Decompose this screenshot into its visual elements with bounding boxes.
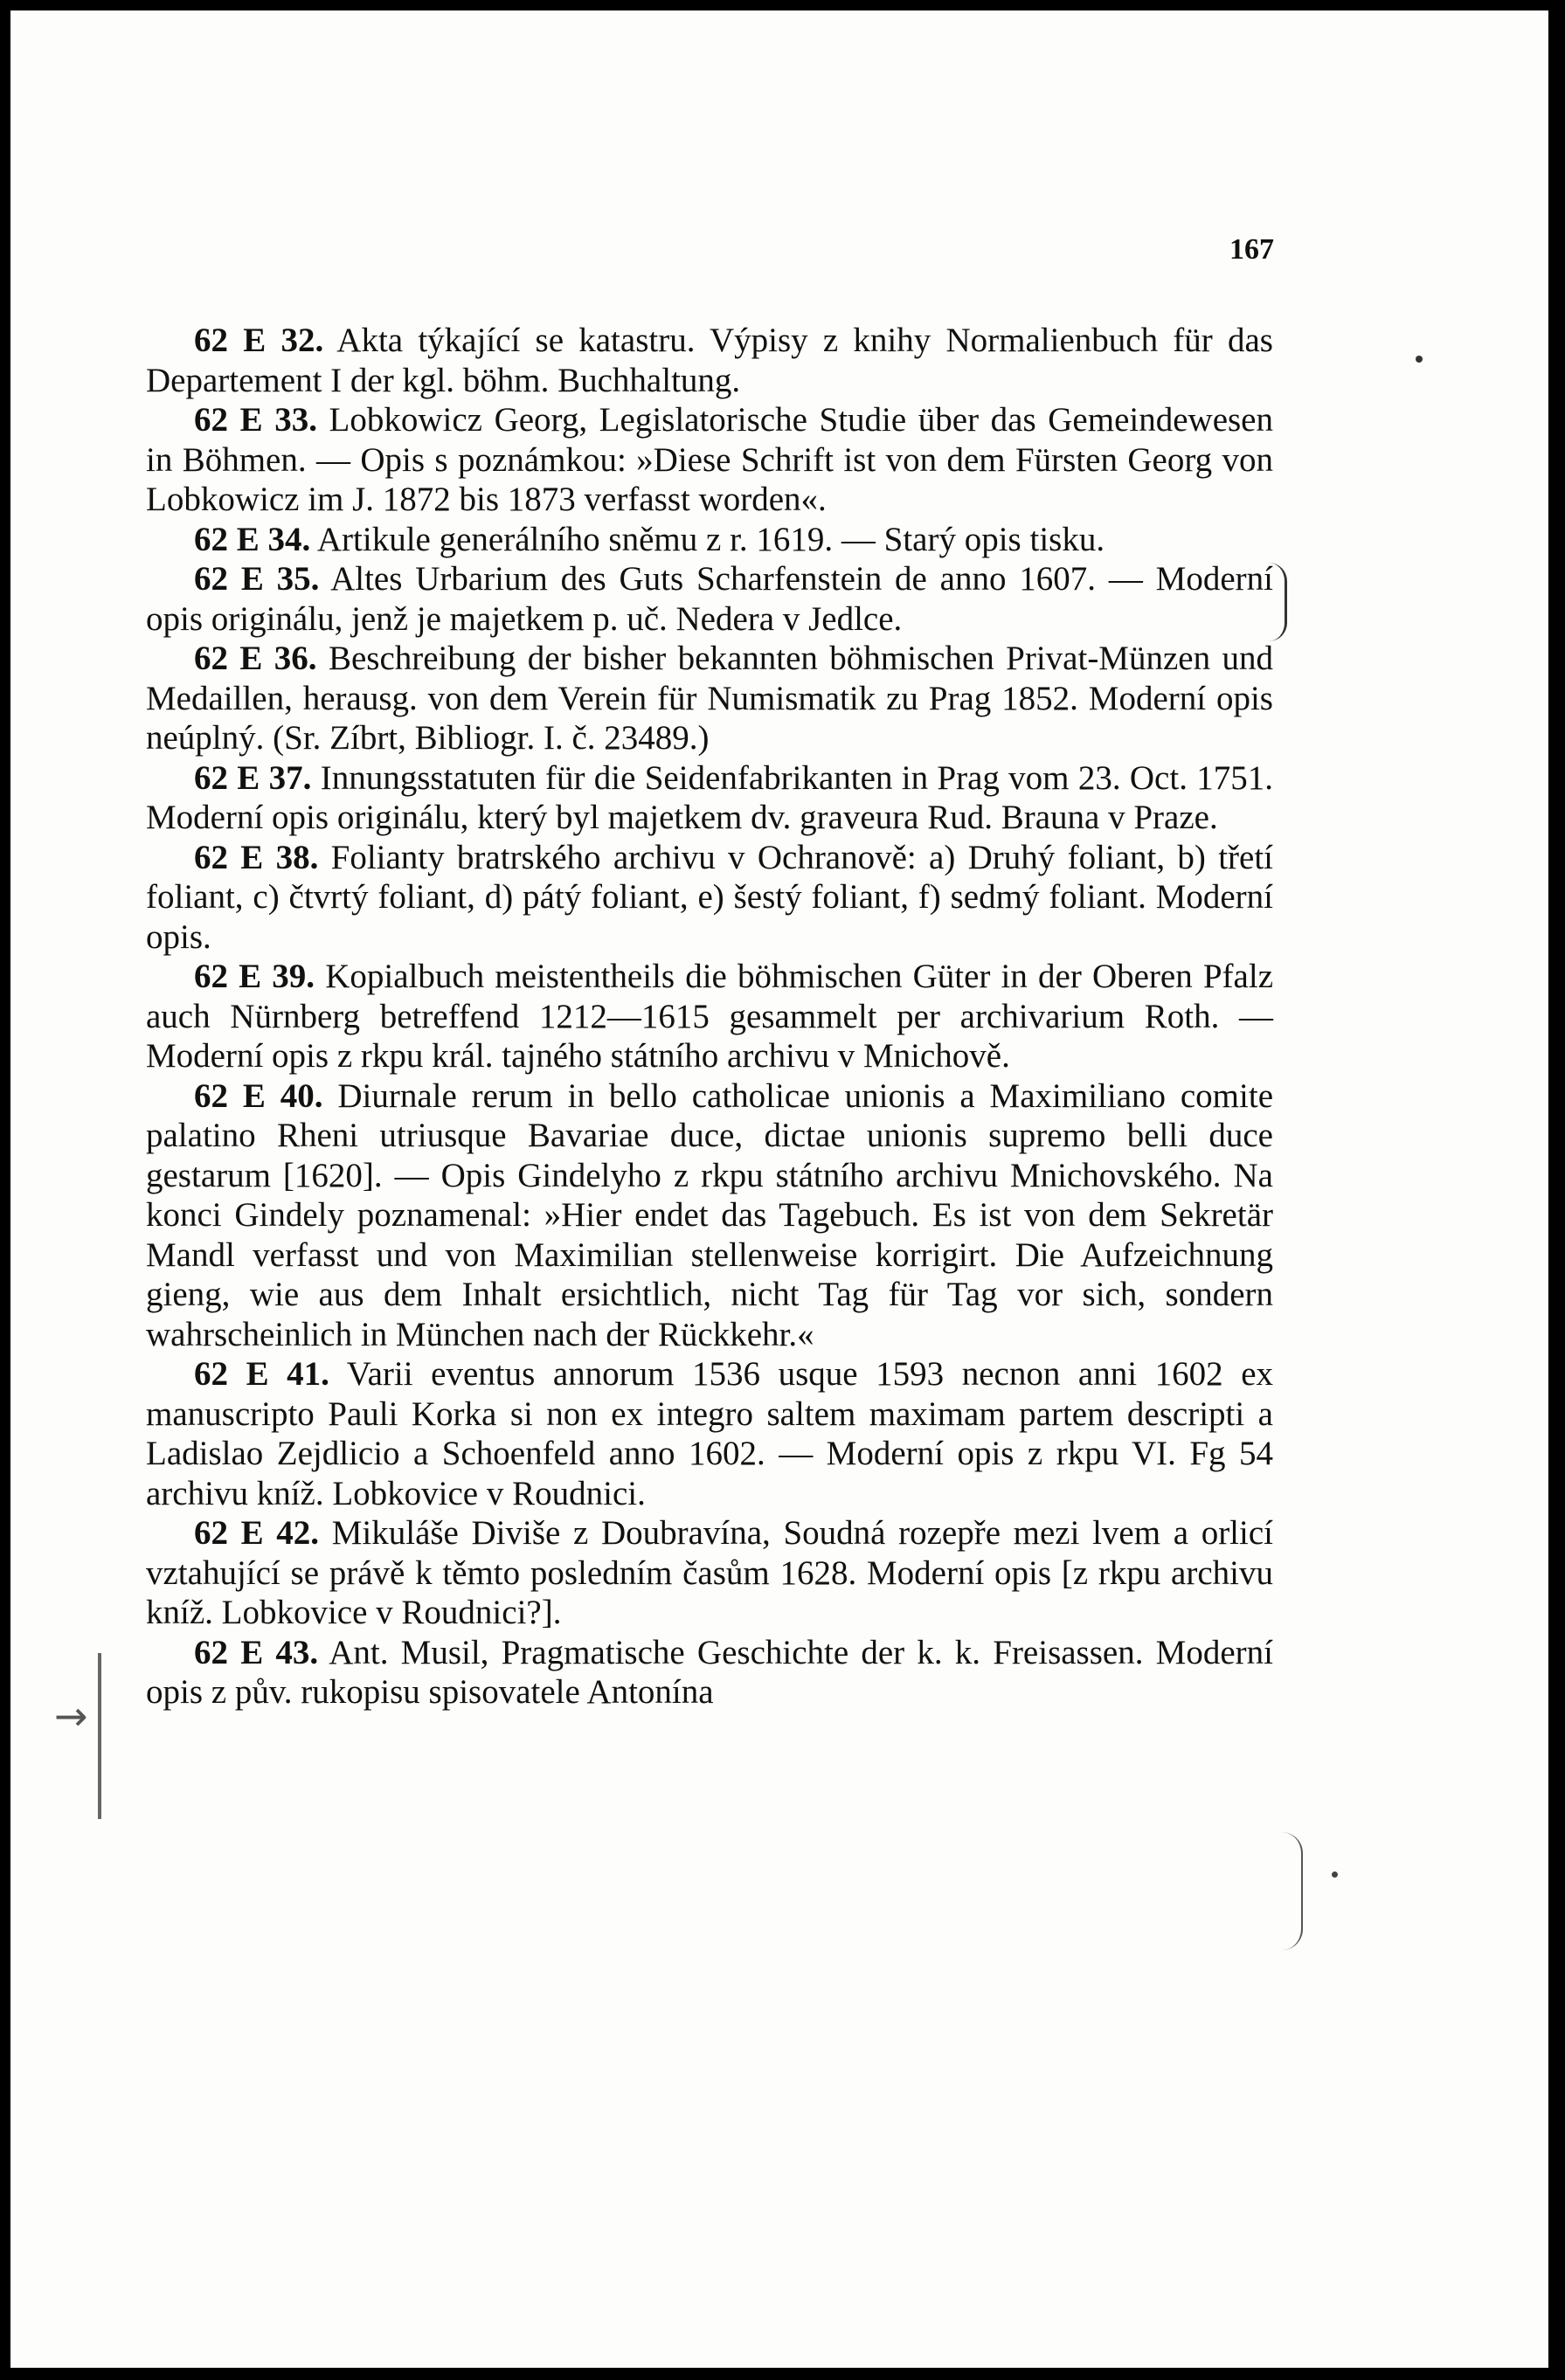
catalog-entry bbox=[146, 838, 1273, 958]
entry-text: Folianty bratrského archivu v Ochranově: a) Druhý foliant, b) třetí foliant, c) čtvrtý foliant, d) pátý foliant, e) šestý foliant, f) sedmý foliant. Moderní opis. bbox=[146, 838, 1273, 956]
entry-id: 62 E 35. bbox=[194, 560, 320, 598]
document-page bbox=[10, 10, 1548, 2368]
entry-text: Lobkowicz Georg, Legislatorische Studie über das Gemeindewesen in Böhmen. — Opis s poznámkou: »Diese Schrift ist von dem Fürsten Georg von Lobkowicz im J. 1872 bis 1873 verfasst worden«. bbox=[146, 401, 1273, 518]
ink-dot bbox=[1332, 1871, 1338, 1878]
catalog-entry bbox=[146, 1354, 1273, 1513]
entry-id: 62 E 41. bbox=[194, 1355, 329, 1393]
entry-id: 62 E 38. bbox=[194, 838, 319, 876]
entry-id: 62 E 37. bbox=[194, 758, 312, 797]
entry-text: Ant. Musil, Pragmatische Geschichte der k. k. Freisassen. Moderní opis z pův. rukopisu spisovatele Antonína bbox=[146, 1633, 1273, 1711]
entry-text: Altes Urbarium des Guts Scharfenstein de anno 1607. — Moderní opis originálu, jenž je majetkem p. uč. Nedera v Jedlce. bbox=[146, 560, 1273, 638]
pencil-margin-line bbox=[98, 1653, 101, 1819]
catalog-entry bbox=[146, 520, 1273, 560]
catalog-entry bbox=[146, 559, 1273, 639]
entry-id: 62 E 36. bbox=[194, 640, 317, 677]
ink-dot bbox=[1416, 356, 1423, 363]
catalog-text bbox=[146, 321, 1273, 1712]
pencil-bracket-mark bbox=[1282, 1832, 1303, 1950]
entry-text: Innungsstatuten für die Seidenfabrikanten in Prag vom 23. Oct. 1751. Moderní opis originálu, který byl majetkem dv. graveura Rud. Brauna v Praze. bbox=[146, 758, 1274, 836]
entry-text: Artikule generálního sněmu z r. 1619. — Starý opis tisku. bbox=[316, 520, 1105, 558]
entry-text: Akta týkající se katastru. Výpisy z knihy Normalienbuch für das Departement I der kgl. böhm. Buchhaltung. bbox=[146, 322, 1273, 399]
entry-text: Beschreibung der bisher bekannten böhmischen Privat-Münzen und Medaillen, herausg. von dem Verein für Numismatik zu Prag 1852. Moderní opis neúplný. (Sr. Zíbrt, Bibliogr. I. č. 23489.) bbox=[146, 640, 1273, 757]
catalog-entry bbox=[146, 639, 1273, 758]
catalog-entry bbox=[146, 400, 1273, 520]
catalog-entry bbox=[146, 1513, 1273, 1633]
entry-text: Diurnale rerum in bello catholicae unionis a Maximiliano comite palatino Rheni utriusque Bavariae duce, dictae unionis supremo belli duce gestarum [1620]. — Opis Gindelyho z rkpu státního archivu Mnichovského. Na konci Gindely poznamenal: »Hier endet das Tagebuch. Es ist von dem Sekretär Mandl verfasst und von Maximilian stellenweise korrigirt. Die Aufzeichnung gieng, wie aus dem Inhalt ersichtlich, nicht Tag für Tag vor sich, sondern wahrscheinlich in München nach der Rückkehr.« bbox=[146, 1076, 1274, 1353]
pencil-bracket-mark bbox=[1269, 563, 1287, 641]
pencil-arrow-icon: → bbox=[54, 1692, 88, 1740]
entry-id: 62 E 42. bbox=[194, 1514, 320, 1552]
entry-text: Varii eventus annorum 1536 usque 1593 necnon anni 1602 ex manuscripto Pauli Korka si non ex integro saltem maximam partem descripti a Ladislao Zejdlicio a Schoenfeld anno 1602. — Moderní opis z rkpu VI. Fg 54 archivu kníž. Lobkovice v Roudnici. bbox=[146, 1355, 1274, 1512]
catalog-entry bbox=[146, 321, 1273, 400]
page-number: 167 bbox=[1229, 233, 1274, 266]
catalog-entry bbox=[146, 1076, 1273, 1355]
entry-text: Kopialbuch meistentheils die böhmischen Güter in der Oberen Pfalz auch Nürnberg betreffend 1212—1615 gesammelt per archivarium Roth. — Moderní opis z rkpu král. tajného státního archivu v Mnichově. bbox=[146, 958, 1274, 1075]
catalog-entry bbox=[146, 1633, 1273, 1712]
entry-id: 62 E 43. bbox=[194, 1633, 319, 1671]
entry-id: 62 E 32. bbox=[194, 322, 324, 359]
entry-id: 62 E 39. bbox=[194, 958, 315, 995]
entry-id: 62 E 34. bbox=[194, 520, 311, 558]
catalog-entry bbox=[146, 758, 1273, 838]
catalog-entry bbox=[146, 957, 1273, 1076]
entry-text: Mikuláše Diviše z Doubravína, Soudná rozepře mezi lvem a orlicí vztahující se právě k těmto posledním časům 1628. Moderní opis [z rkpu archivu kníž. Lobkovice v Roudnici?]. bbox=[146, 1514, 1273, 1631]
entry-id: 62 E 40. bbox=[194, 1076, 323, 1115]
entry-id: 62 E 33. bbox=[194, 401, 317, 439]
